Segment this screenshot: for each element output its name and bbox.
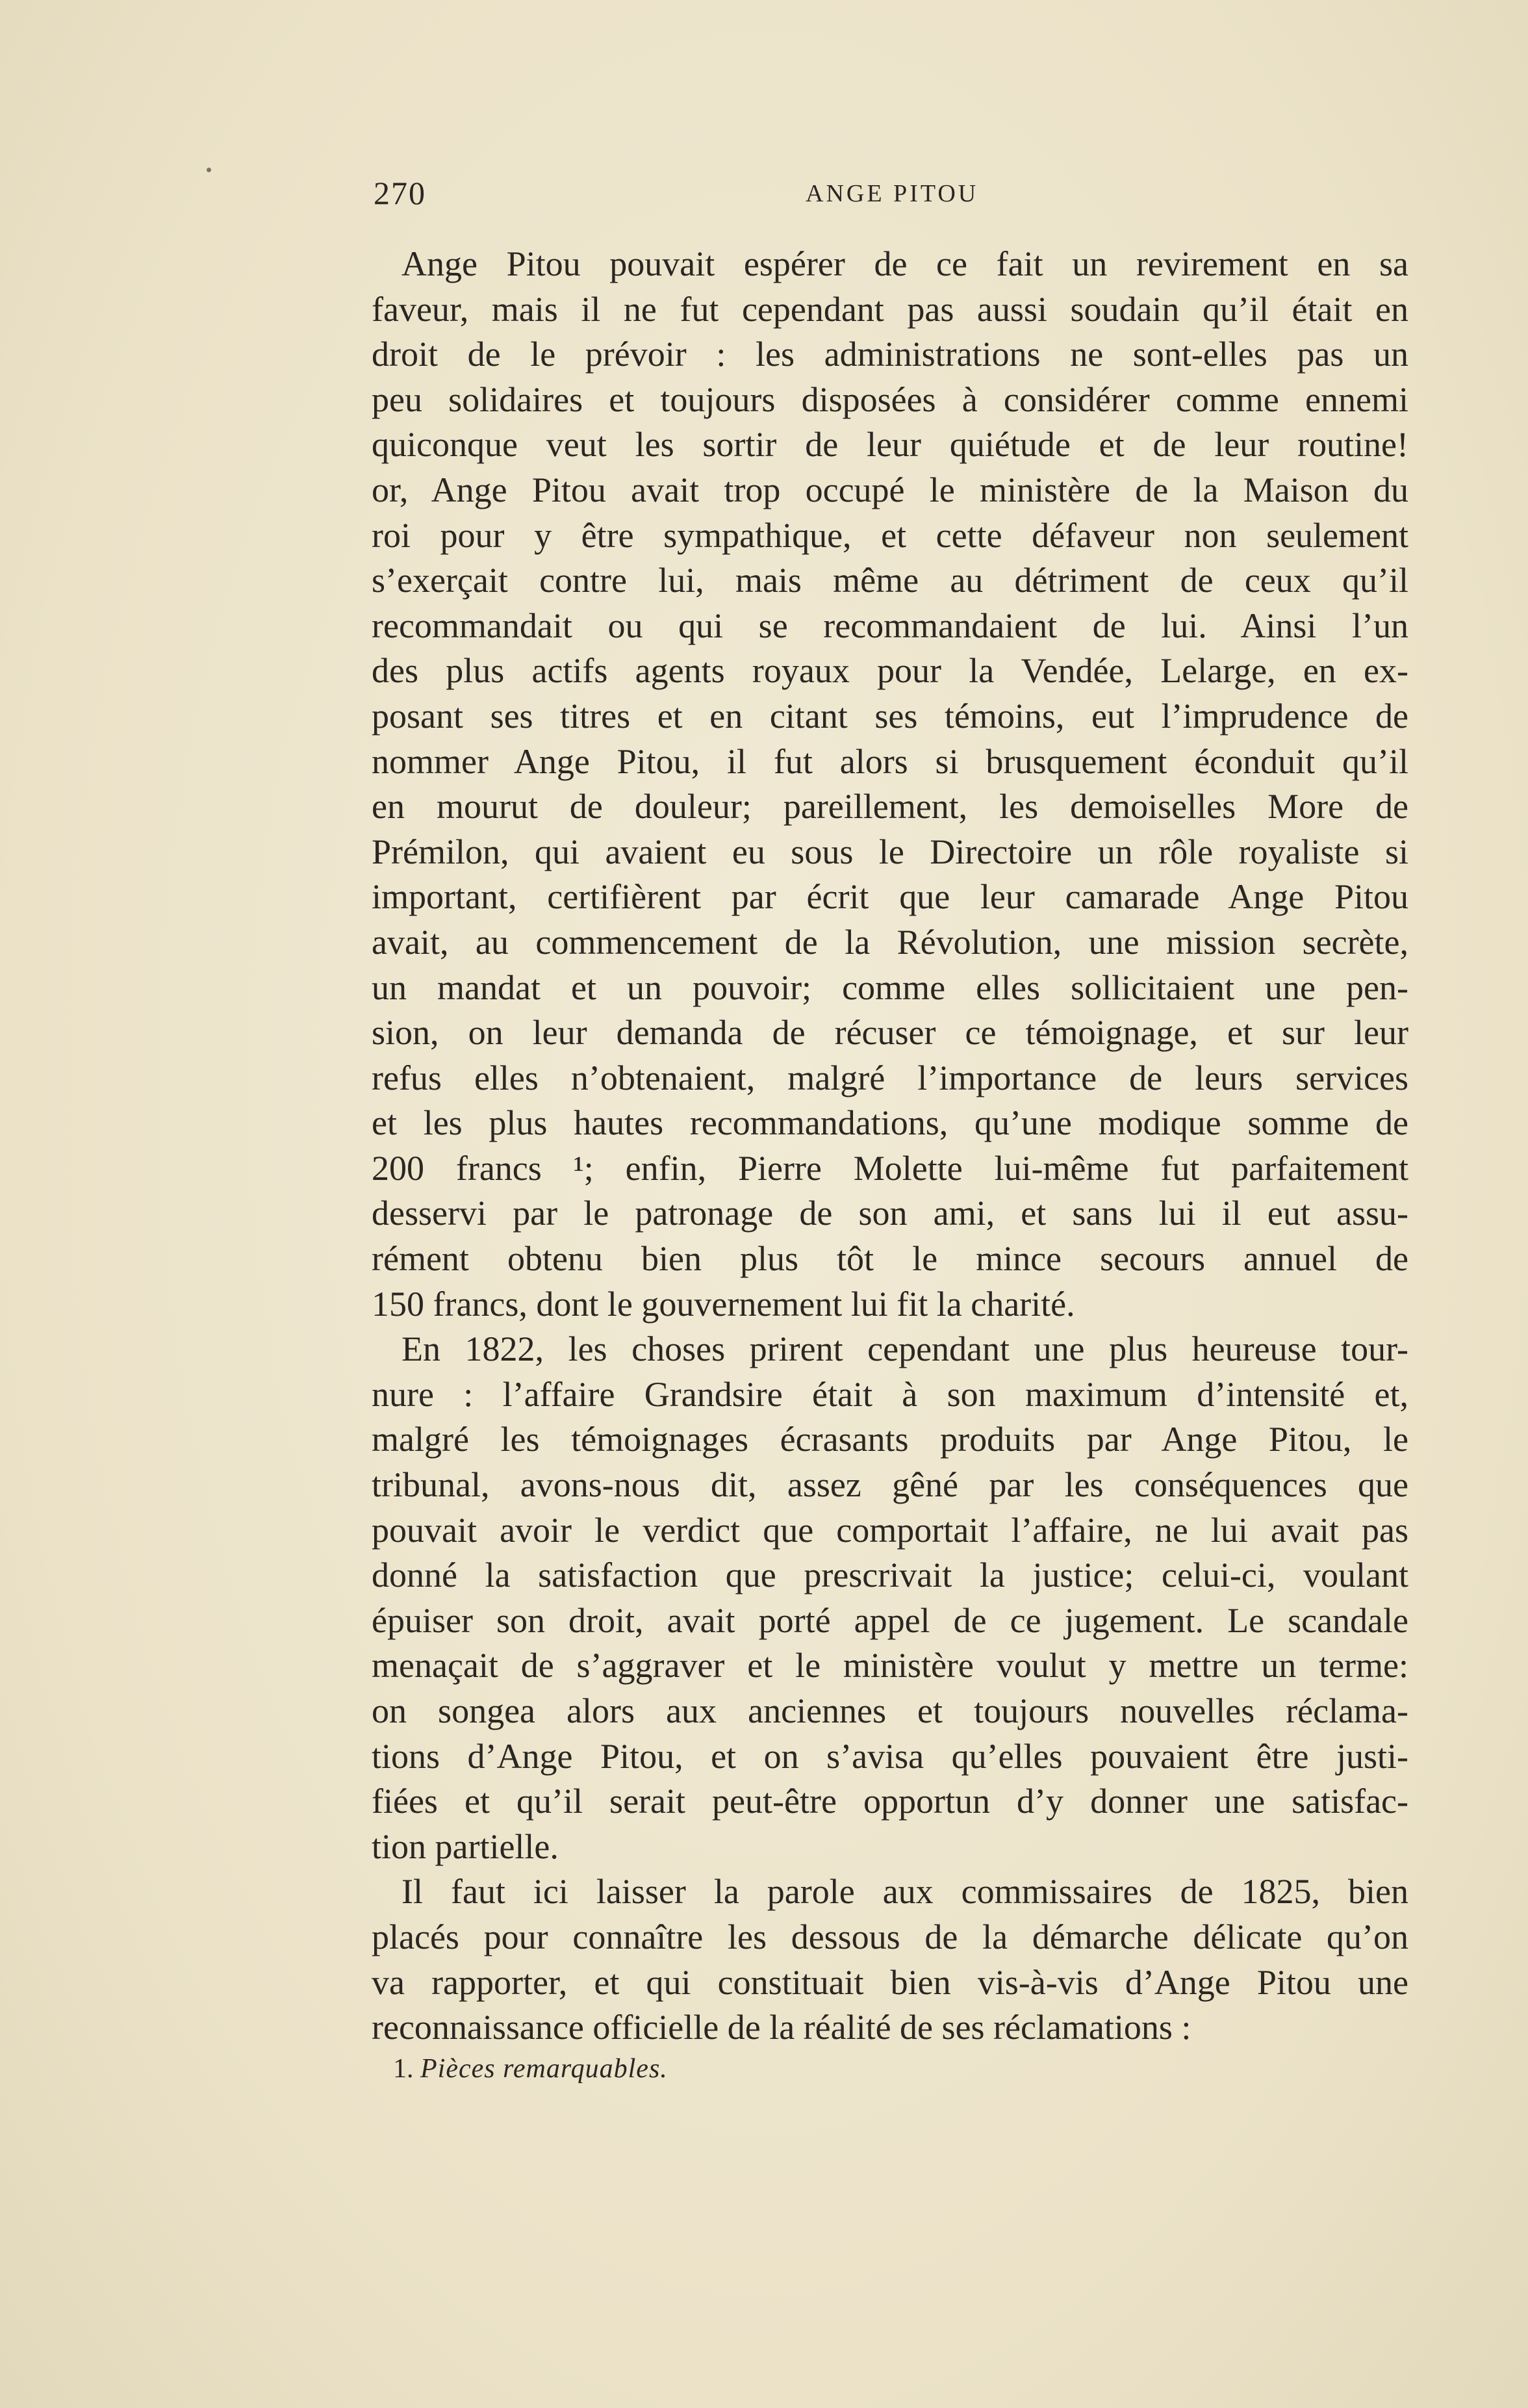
text-line: fiées et qu’il serait peut-être opportun d’y donner une satisfac- (372, 1782, 1408, 1821)
text-line: tion partielle. (372, 1826, 559, 1866)
text-line: reconnaissance officielle de la réalité de ses réclamations : (372, 2008, 1191, 2047)
page-number: 270 (374, 175, 426, 211)
text-line: tribunal, avons-nous dit, assez gêné par les conséquences que (372, 1465, 1408, 1505)
paper-speck (207, 168, 211, 172)
text-line: 150 francs, dont le gouvernement lui fit la charité. (372, 1284, 1075, 1324)
text-line: et les plus hautes recommandations, qu’une modique somme de (372, 1103, 1408, 1143)
text-line: tions d’Ange Pitou, et on s’avisa qu’elles pouvaient être justi- (372, 1736, 1408, 1776)
text-line: malgré les témoignages écrasants produits par Ange Pitou, le (372, 1420, 1408, 1459)
text-line: en mourut de douleur; pareillement, les demoiselles More de (372, 787, 1408, 826)
text-line: des plus actifs agents royaux pour la Vendée, Lelarge, en ex- (372, 651, 1408, 691)
text-line: 200 francs ¹; enfin, Pierre Molette lui-même fut parfaitement (372, 1148, 1408, 1188)
text-line: donné la satisfaction que prescrivait la justice; celui-ci, voulant (372, 1556, 1408, 1595)
text-line: droit de le prévoir : les administrations ne sont-elles pas un (372, 335, 1408, 374)
text-line: menaçait de s’aggraver et le ministère voulut y mettre un terme: (372, 1646, 1408, 1685)
text-line: refus elles n’obtenaient, malgré l’importance de leurs services (372, 1058, 1408, 1097)
body-text (372, 242, 1408, 2051)
text-line: un mandat et un pouvoir; comme elles sollicitaient une pen- (372, 967, 1408, 1007)
text-line: recommandait ou qui se recommandaient de lui. Ainsi l’un (372, 606, 1408, 645)
text-line: posant ses titres et en citant ses témoins, eut l’imprudence de (372, 696, 1408, 736)
text-line: desservi par le patronage de son ami, et sans lui il eut assu- (372, 1194, 1408, 1233)
text-line: Il faut ici laisser la parole aux commissaires de 1825, bien (401, 1872, 1408, 1912)
text-line: nure : l’affaire Grandsire était à son maximum d’intensité et, (372, 1374, 1408, 1414)
text-line: faveur, mais il ne fut cependant pas aussi soudain qu’il était en (372, 289, 1408, 329)
text-line: épuiser son droit, avait porté appel de ce jugement. Le scandale (372, 1600, 1408, 1640)
text-line: pouvait avoir le verdict que comportait l’affaire, ne lui avait pas (372, 1510, 1408, 1550)
text-line: va rapporter, et qui constituait bien vis-à-vis d’Ange Pitou une (372, 1962, 1408, 2002)
text-line: on songea alors aux anciennes et toujours nouvelles réclama- (372, 1691, 1408, 1730)
text-line: s’exerçait contre lui, mais même au détriment de ceux qu’il (372, 561, 1408, 600)
text-line: nommer Ange Pitou, il fut alors si brusquement éconduit qu’il (372, 741, 1408, 781)
text-line: Ange Pitou pouvait espérer de ce fait un revirement en sa (401, 244, 1408, 283)
text-line: En 1822, les choses prirent cependant une plus heureuse tour- (401, 1329, 1408, 1369)
text-line: rément obtenu bien plus tôt le mince secours annuel de (372, 1239, 1408, 1279)
footnote (393, 2053, 668, 2084)
text-line: avait, au commencement de la Révolution, une mission secrète, (372, 922, 1408, 962)
text-line: sion, on leur demanda de récuser ce témoignage, et sur leur (372, 1013, 1408, 1053)
running-head: ANGE PITOU (806, 180, 979, 207)
text-line: or, Ange Pitou avait trop occupé le ministère de la Maison du (372, 470, 1408, 509)
footnote-marker: 1. (393, 2054, 414, 2084)
text-line: important, certifièrent par écrit que leur camarade Ange Pitou (372, 877, 1408, 917)
text-line: quiconque veut les sortir de leur quiétude et de leur routine! (372, 425, 1408, 465)
text-line: roi pour y être sympathique, et cette défaveur non seulement (372, 515, 1408, 555)
text-line: placés pour connaître les dessous de la démarche délicate qu’on (372, 1917, 1408, 1956)
page-header (374, 174, 1528, 220)
text-line: peu solidaires et toujours disposées à considérer comme ennemi (372, 379, 1408, 419)
text-line: Prémilon, qui avaient eu sous le Directoire un rôle royaliste si (372, 832, 1408, 871)
footnote-text: Pièces remarquables. (420, 2054, 668, 2084)
